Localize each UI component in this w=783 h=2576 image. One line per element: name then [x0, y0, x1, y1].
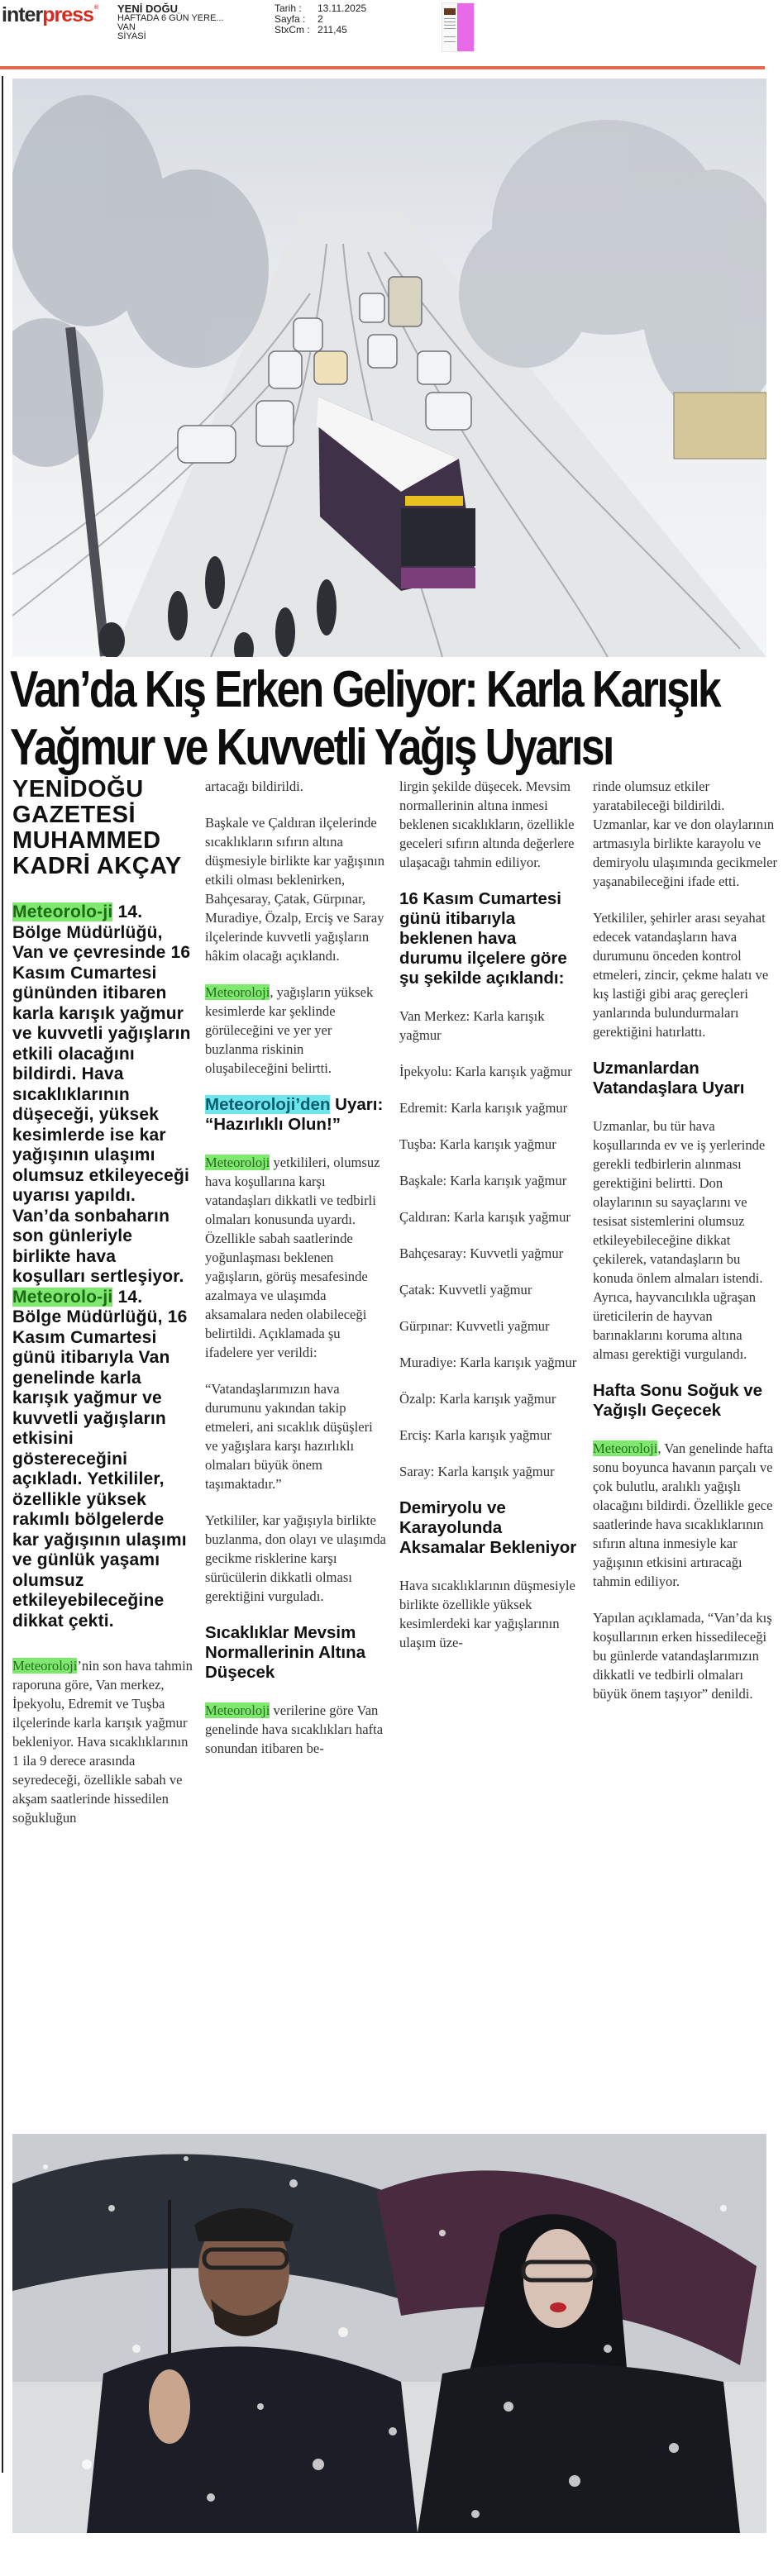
subheading: 16 Kasım Cumartesi günü itibarıyla beklenen hava durumu ilçelere göre şu şekilde açıklandı:: [399, 889, 567, 988]
umbrellas-in-snow-photo: [12, 2134, 766, 2533]
clipping-header: [0, 0, 783, 63]
forecast-item: Edremit: Karla karışık yağmur: [399, 1100, 568, 1116]
keyword-highlight[interactable]: Meteoroloji’den: [205, 1095, 331, 1114]
body-paragraph: Hava sıcaklıklarının düşmesiyle birlikte özellikle yüksek kesimlerdeki kar yağışlarının ulaşım üze-: [399, 1578, 575, 1650]
header-divider: [0, 66, 765, 69]
page-label: Sayfa :: [275, 13, 306, 25]
body-paragraph: Başkale ve Çaldıran ilçelerinde sıcaklıkların sıfırın altına düşmesiyle birlikte kar yağışının etkili olması beklenirken, Bahçesaray, Çatak, Gürpınar, Muradiye, Özalp, Erciş ve Saray ilçelerinde kuvvetli yağışların hâkim olacağı açıklandı.: [205, 815, 385, 964]
district-forecast-list: [399, 1007, 581, 1481]
publication-info: [117, 4, 224, 41]
subheading: Meteoroloji’den Uyarı: “Hazırlıklı Olun!”: [205, 1095, 384, 1134]
article-column-4: [593, 777, 779, 1721]
subheading: Demiryolu ve Karayolunda Aksamalar Bekleniyor: [399, 1498, 577, 1557]
thumbnail-line: [444, 36, 456, 37]
body-paragraph: lirgin şekilde düşecek. Mevsim normallerinin altına inmesi beklenen sıcaklıkların, özellikle geceleri sıfırın altında değerlere ulaşacağı tahmin ediliyor.: [399, 779, 575, 870]
forecast-item: Erciş: Karla karışık yağmur: [399, 1427, 551, 1443]
subheading: Hafta Sonu Soğuk ve Yağışlı Geçecek: [593, 1381, 763, 1420]
article-column-2: [205, 777, 387, 1775]
subheading: Sıcaklıklar Mevsim Normallerinin Altına Düşecek: [205, 1623, 366, 1682]
headline-line-2: Yağmur ve Kuvvetli Yağış Uyarısı: [10, 719, 613, 776]
body-paragraph: Uzmanlar, bu tür hava koşullarında ev ve iş yerlerinde gerekli tedbirlerin alınması gerektiğini belirtti. Don olaylarının su sayaçlarını ve tesisat sistemlerini olumsuz etkileyebileceğine dikkat çekilerek, vatandaşların bu konuda önlem almaları istendi. Ayrıca, hayvancılıkla uğraşan üreticilerin de hayvan barınaklarını koruma altına alması gerektiği vurgulandı.: [593, 1118, 766, 1362]
body-paragraph: artacağı bildirildi.: [205, 779, 303, 794]
umbrellas-illustration: [12, 2134, 766, 2533]
thumbnail-image: [444, 8, 456, 15]
article-headline: [10, 661, 720, 777]
page-value: 2: [317, 13, 323, 25]
keyword-highlight[interactable]: Meteoroloji: [12, 1658, 78, 1674]
body-paragraph: rinde olumsuz etkiler yaratabileceği bildirildi. Uzmanlar, kar ve don olaylarının artmasıyla birlikte karayolu ve demiryolu ulaşımında gecikmeler yaşanabileceğini ifade etti.: [593, 779, 778, 889]
page-thumbnail[interactable]: [442, 2, 475, 52]
publication-tagline: HAFTADA 6 GÜN YERE...: [117, 13, 224, 23]
stxcm-label: StxCm :: [275, 24, 310, 36]
forecast-item: Muradiye: Karla karışık yağmur: [399, 1355, 577, 1370]
body-paragraph: Meteoroloji, yağışların yüksek kesimlerde kar şeklinde görüleceğini ve yer yer buzlanma riskinin oluşabileceğini belirtti.: [205, 984, 374, 1076]
subheading: Uzmanlardan Vatandaşlara Uyarı: [593, 1059, 745, 1098]
body-paragraph: Meteoroloji, Van genelinde hafta sonu boyunca havanın parçalı ve çok bulutlu, aralıklı yağışlı olacağını bildirdi. Özellikle gece saatlerinde hava sıcaklıklarının sıfırın altına inmesiyle kar yağışının etkisini artıracağı tahmin ediliyor.: [593, 1440, 774, 1589]
keyword-highlight[interactable]: Meteoroloji: [205, 1155, 270, 1170]
body-paragraph: Meteoroloji verilerine göre Van genelinde hava sıcaklıkları hafta sonundan itibaren be-: [205, 1702, 384, 1756]
forecast-item: Özalp: Karla karışık yağmur: [399, 1391, 556, 1407]
clipping-meta: [275, 3, 366, 36]
publication-city: VAN: [117, 22, 136, 32]
publication-category: SİYASİ: [117, 31, 146, 41]
thumbnail-line: [444, 41, 456, 42]
stxcm-value: 211,45: [317, 24, 347, 36]
headline-line-1: Van’da Kış Erken Geliyor: Karla Karışık: [10, 661, 720, 718]
forecast-item: Van Merkez: Karla karışık yağmur: [399, 1008, 545, 1043]
forecast-item: İpekyolu: Karla karışık yağmur: [399, 1064, 572, 1079]
article-column-3: [399, 777, 581, 1669]
keyword-highlight[interactable]: Meteoroloji: [593, 1440, 658, 1456]
article-frame-line: [2, 76, 3, 2473]
forecast-item: Başkale: Karla karışık yağmur: [399, 1173, 567, 1188]
forecast-item: Bahçesaray: Kuvvetli yağmur: [399, 1245, 564, 1261]
body-paragraph: Meteoroloji yetkilileri, olumsuz hava koşullarına karşı vatandaşları dikkatli ve tedbirli olmaları konusunda uyardı. Özellikle sabah saatlerinde yoğunlaşması beklenen yağışların, görüş mesafesinde azalmaya ve ulaşımda aksamalara neden olabileceği belirtildi. Açıklamada şu ifadelere yer verildi:: [205, 1155, 380, 1360]
forecast-item: Tuşba: Karla karışık yağmur: [399, 1136, 556, 1152]
thumbnail-line: [444, 28, 456, 29]
body-paragraph: Meteoroloji’nin son hava tahmin raporuna göre, Van merkez, İpekyolu, Edremit ve Tuşba ilçelerinde karla karışık yağmur bekleniyor. Hava sıcaklıklarının 1 ila 9 derece arasında seyredeceği, özellikle sabah ve akşam saatlerinde hissedilen soğukluğun: [12, 1658, 193, 1826]
keyword-highlight[interactable]: Meteorolo-ji: [12, 1287, 113, 1307]
forecast-item: Gürpınar: Kuvvetli yağmur: [399, 1318, 550, 1334]
body-paragraph: Yetkililer, şehirler arası seyahat edecek vatandaşların hava durumunu önceden kontrol etmeleri, zincir, çekme halatı ve kış lastiği gibi araç gereçleri yanlarında bulundurmaları gerektiğini hatırlattı.: [593, 910, 769, 1040]
quote-paragraph: “Vatandaşlarımızın hava durumunu yakından takip etmeleri, ani sıcaklık düşüşleri ve yağışlara karşı hazırlıklı olmaları büyük önem taşımaktadır.”: [205, 1381, 373, 1492]
body-paragraph: Yetkililer, kar yağışıyla birlikte buzlanma, don olayı ve ulaşımda gecikme risklerine karşı sürücülerin dikkatli olması gerektiğini vurguladı.: [205, 1512, 386, 1604]
thumbnail-highlight: [457, 3, 474, 51]
keyword-highlight[interactable]: Meteoroloji: [205, 1702, 270, 1718]
date-value: 13.11.2025: [317, 2, 367, 14]
date-label: Tarih :: [275, 2, 302, 14]
interpress-logo: interpress®: [2, 3, 98, 26]
lead-paragraph-2: Meteorolo-ji 14. Bölge Müdürlüğü, 16 Kasım Cumartesi günü itibarıyla Van genelinde karla karışık yağmur ve kuvvetli yağışların etkisini göstereceğini açıkladı. Yetkililer, özellikle yüksek rakımlı bölgelerde kar yağışının ulaşımı ve günlük yaşamı olumsuz etkileyebileceğine dikkat çekti.: [12, 1287, 188, 1631]
keyword-highlight[interactable]: Meteorolo-ji: [12, 902, 113, 921]
quote-paragraph: Yapılan açıklamada, “Van’da kış koşullarının erken hissedileceği bu günlerde vatandaşlarımızın dikkatli ve tedbirli olmaları büyük önem taşıyor” denildi.: [593, 1610, 772, 1702]
thumbnail-line: [444, 25, 456, 26]
forecast-item: Çatak: Kuvvetli yağmur: [399, 1282, 532, 1298]
thumbnail-line: [444, 18, 456, 19]
keyword-highlight[interactable]: Meteoroloji: [205, 984, 270, 1000]
thumbnail-line: [444, 21, 456, 22]
forecast-item: Saray: Karla karışık yağmur: [399, 1464, 555, 1479]
publication-name: YENİ DOĞU: [117, 2, 178, 15]
snowy-street-photo: [12, 79, 766, 657]
lead-paragraph-1: Meteorolo-ji 14. Bölge Müdürlüğü, Van ve çevresinde 16 Kasım Cumartesi gününden itibaren karla karışık yağmur ve kuvvetli yağışların etkili olacağını bildirdi. Hava sıcaklıklarının düşeceği, yüksek kesimlerde ise kar yağışının ulaşımı olumsuz etkileyeceği uyarısı yapıldı. Van’da sonbaharın son günleriyle birlikte hava koşulları sertleşiyor.: [12, 902, 191, 1286]
article-column-1: [12, 777, 193, 1845]
byline: YENİDOĞU GAZETESİ MUHAMMED KADRİ AKÇAY: [12, 776, 182, 879]
forecast-item: Çaldıran: Karla karışık yağmur: [399, 1209, 571, 1225]
snowy-street-illustration: [12, 79, 766, 657]
